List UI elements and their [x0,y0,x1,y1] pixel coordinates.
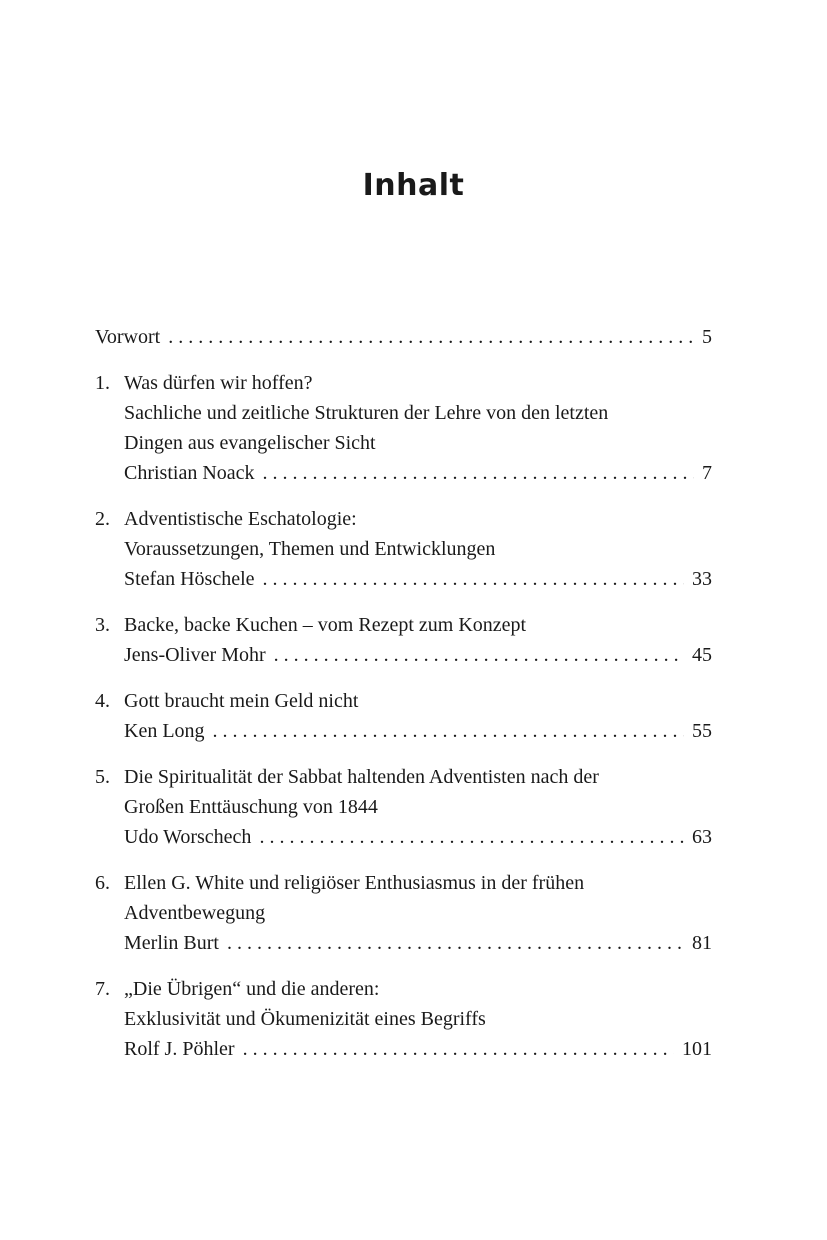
toc-page-number: 45 [692,644,712,666]
toc-entry [95,974,712,1064]
toc-entry [95,504,712,594]
toc-entry-title-line: Exklusivität und Ökumenizität eines Begriffs [124,1008,486,1030]
toc-entry-number: 7. [95,978,110,1000]
toc-entry [95,686,712,746]
toc-entry-title-line: Ellen G. White und religiöser Enthusiasmus in der frühen [124,872,585,894]
toc-entry-label: Vorwort [95,326,161,348]
toc-entry-author: Merlin Burt [124,932,219,954]
toc-entry-title-line: „Die Übrigen“ und die anderen: [124,978,380,1000]
toc-page-number: 101 [682,1038,712,1060]
dot-leader [259,822,684,852]
toc-entry-number: 4. [95,690,110,712]
toc-entry-title-line: Gott braucht mein Geld nicht [124,690,359,712]
toc-page-number: 81 [692,932,712,954]
toc-entry-title-line: Backe, backe Kuchen – vom Rezept zum Konzept [124,614,527,636]
toc-page-number: 7 [702,462,712,484]
toc-entry-title-line: Die Spiritualität der Sabbat haltenden Adventisten nach der [124,766,599,788]
dot-leader [274,640,684,670]
toc-page-number: 5 [702,326,712,348]
toc-entry-title-line: Adventistische Eschatologie: [124,508,357,530]
dot-leader [227,928,684,958]
dot-leader [168,322,694,352]
dot-leader [213,716,684,746]
toc-entry [95,368,712,488]
toc-entry-number: 3. [95,614,110,636]
toc-entry-vorwort [95,322,712,352]
page-title: Inhalt [362,168,465,203]
dot-leader [243,1034,674,1064]
toc-entry-number: 1. [95,372,110,394]
toc-entry-author: Jens-Oliver Mohr [124,644,266,666]
toc-entry-author: Rolf J. Pöhler [124,1038,235,1060]
toc-entry-title-line: Sachliche und zeitliche Strukturen der Lehre von den letzten [124,402,609,424]
dot-leader [263,564,684,594]
toc-entry-number: 5. [95,766,110,788]
toc-entry-title-line: Dingen aus evangelischer Sicht [124,432,376,454]
toc-entry-title-line: Voraussetzungen, Themen und Entwicklungen [124,538,496,560]
toc-entry [95,762,712,852]
toc-entry [95,868,712,958]
toc-entry-author: Stefan Höschele [124,568,255,590]
toc-page-number: 55 [692,720,712,742]
toc-entry [95,610,712,670]
toc-entry-number: 2. [95,508,110,530]
toc-entry-author: Udo Worschech [124,826,252,848]
toc-entry-author: Christian Noack [124,462,255,484]
toc-page-number: 33 [692,568,712,590]
toc-entry-author: Ken Long [124,720,205,742]
dot-leader [263,458,694,488]
toc-entry-title-line: Großen Enttäuschung von 1844 [124,796,378,818]
toc-entry-title-line: Was dürfen wir hoffen? [124,372,313,394]
toc-entry-title-line: Adventbewegung [124,902,266,924]
table-of-contents [95,322,712,1064]
toc-page-number: 63 [692,826,712,848]
toc-entry-number: 6. [95,872,110,894]
